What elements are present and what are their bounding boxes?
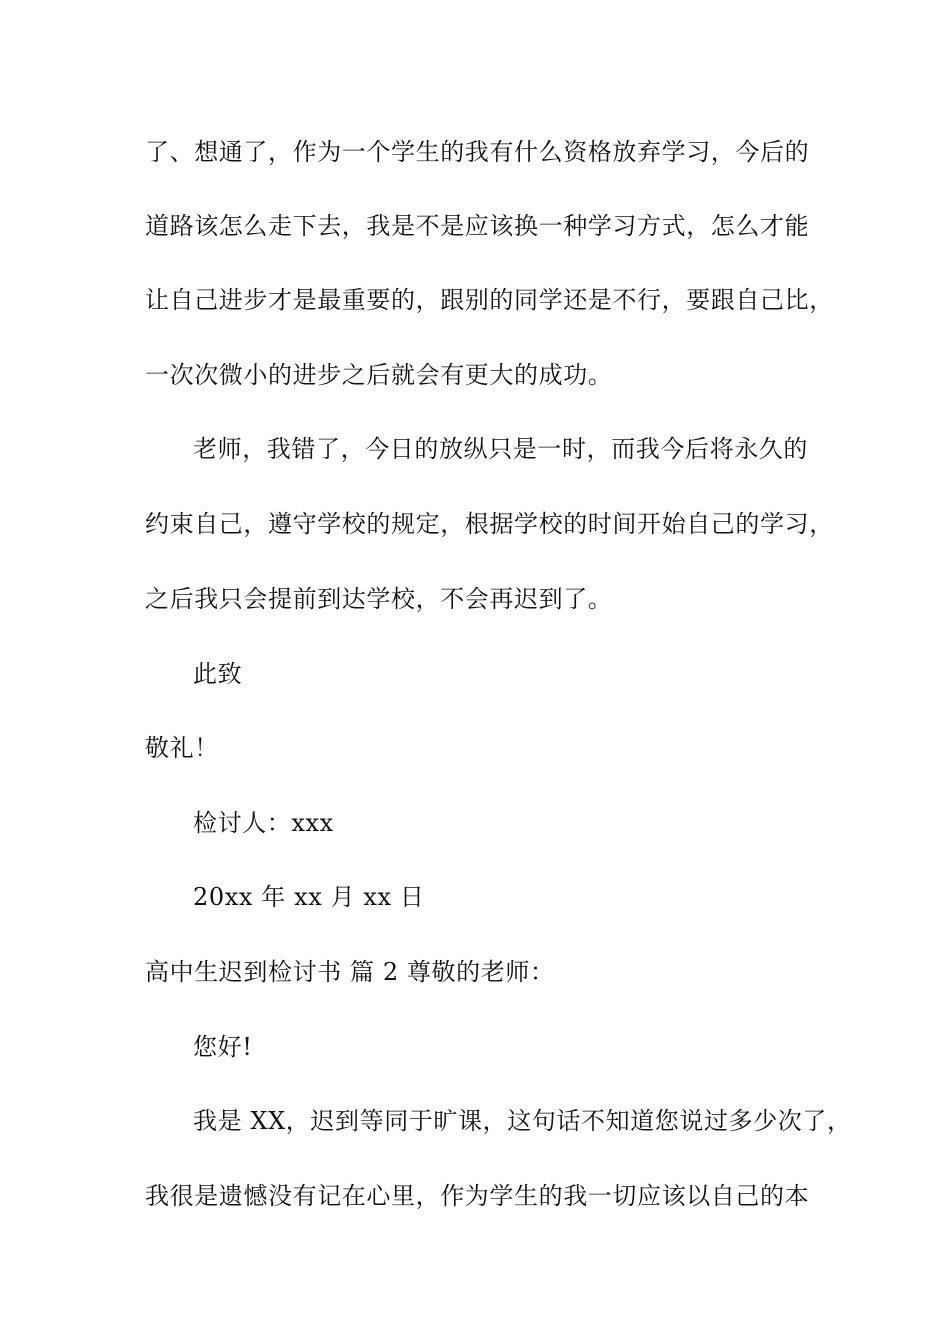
closing-regards: 敬礼！ [145, 734, 219, 762]
signature-line: 检讨人：xxx [193, 809, 334, 837]
date-line: 20xx 年 xx 月 xx 日 [193, 883, 425, 911]
paragraph-line-3: 让自己进步才是最重要的，跟别的同学还是不行，要跟自己比， [145, 286, 834, 314]
paragraph-line-6: 约束自己，遵守学校的规定，根据学校的时间开始自己的学习， [145, 510, 834, 538]
paragraph-line-4: 一次次微小的进步之后就会有更大的成功。 [145, 361, 613, 389]
greeting-line: 您好! [193, 1033, 253, 1061]
paragraph-line-1: 了、想通了，作为一个学生的我有什么资格放弃学习，今后的 [145, 138, 810, 166]
closing-salutation: 此致 [193, 660, 243, 688]
paragraph-line-5: 老师，我错了，今日的放纵只是一时，而我今后将永久的 [193, 435, 808, 463]
paragraph-line-2: 道路该怎么走下去，我是不是应该换一种学习方式，怎么才能 [145, 212, 810, 240]
paragraph-line-8: 我是 XX，迟到等同于旷课，这句话不知道您说过多少次了， [193, 1107, 852, 1135]
paragraph-line-9: 我很是遗憾没有记在心里，作为学生的我一切应该以自己的本 [145, 1182, 810, 1210]
section-heading: 高中生迟到检讨书 篇 2 尊敬的老师： [145, 958, 555, 986]
paragraph-line-7: 之后我只会提前到达学校，不会再迟到了。 [145, 585, 613, 613]
